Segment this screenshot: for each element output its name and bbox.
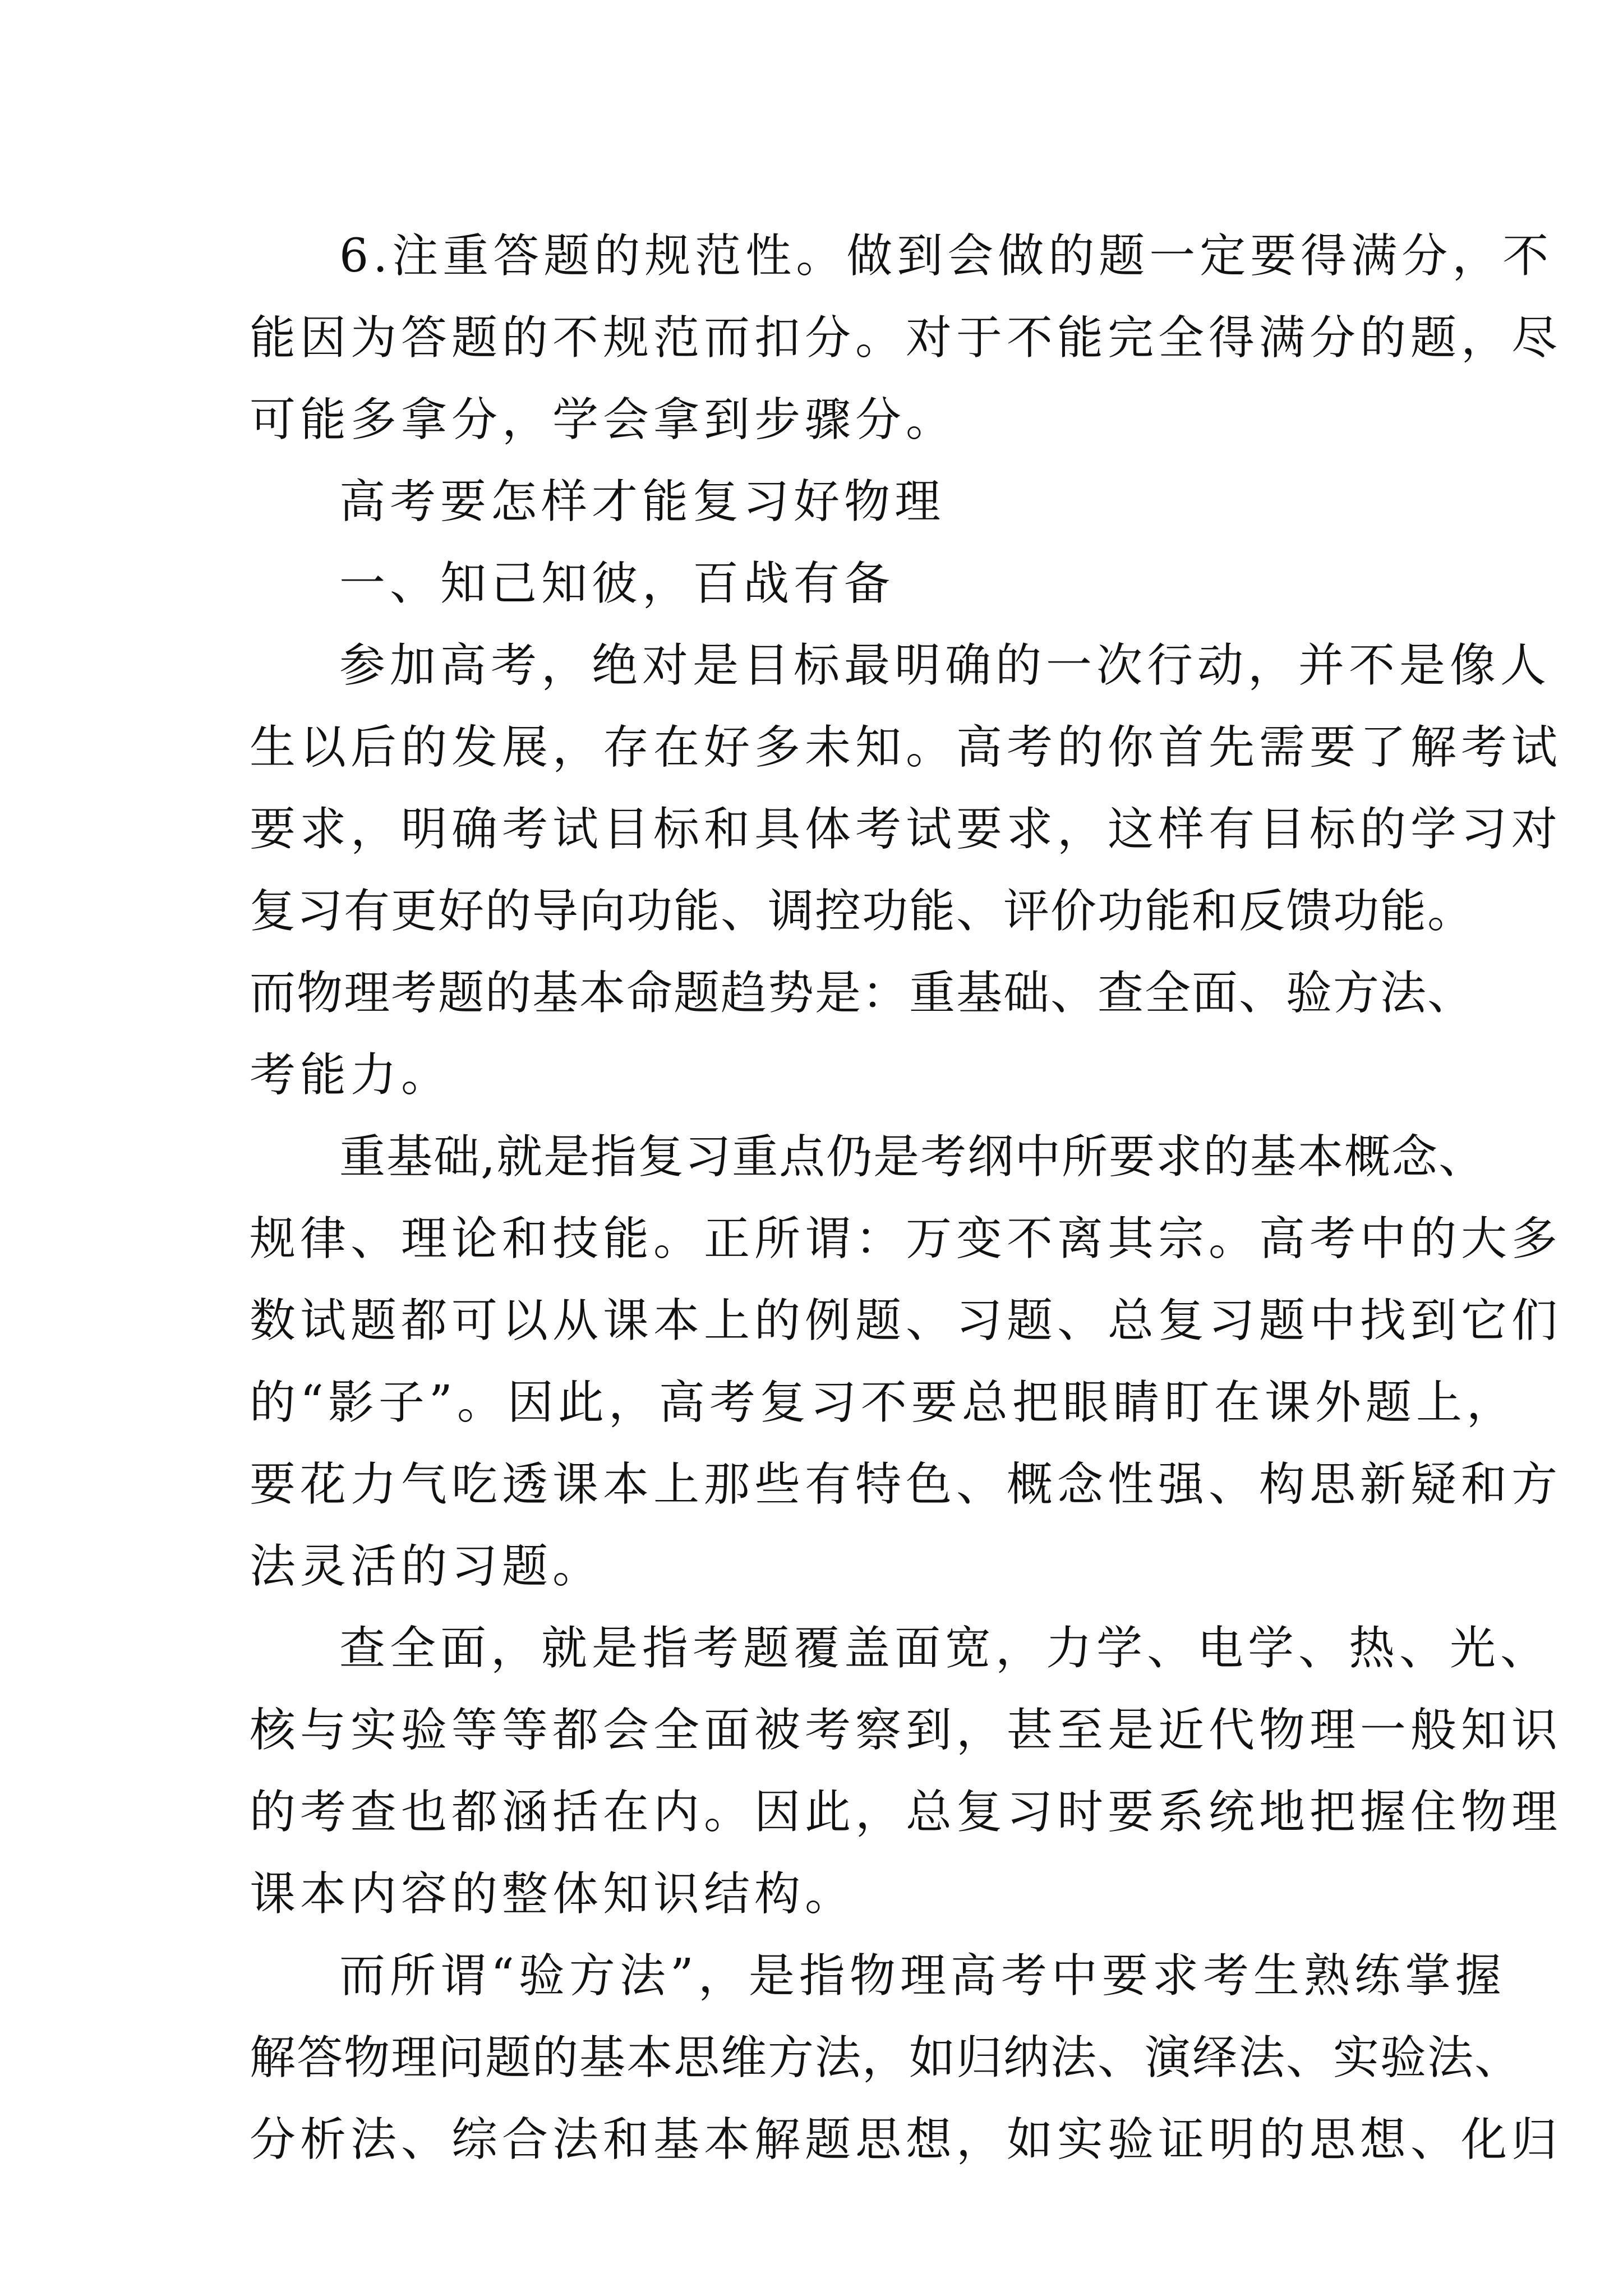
subsection-heading: 一、知己知彼，百战有备 <box>339 557 895 610</box>
paragraph-line: 复习有更好的导向功能、调控功能、评价功能和反馈功能。 <box>250 885 1475 938</box>
paragraph-line: 生以后的发展，存在好多未知。高考的你首先需要了解考试 <box>250 721 1562 774</box>
paragraph-line: 6.注重答题的规范性。做到会做的题一定要得满分，不 <box>339 229 1553 283</box>
paragraph-line: 规律、理论和技能。正所谓：万变不离其宗。高考中的大多 <box>250 1212 1562 1266</box>
paragraph-line: 参加高考，绝对是目标最明确的一次行动，并不是像人 <box>339 639 1551 692</box>
paragraph-line: 考能力。 <box>250 1048 452 1102</box>
paragraph-line: 要求，明确考试目标和具体考试要求，这样有目标的学习对 <box>250 803 1562 856</box>
document-body <box>250 215 1562 2181</box>
paragraph-line: 的“影子”。因此，高考复习不要总把眼睛盯在课外题上， <box>250 1376 1517 1429</box>
paragraph-line: 而物理考题的基本命题趋势是：重基础、查全面、验方法、 <box>250 967 1475 1020</box>
paragraph-line: 而所谓“验方法”，是指物理高考中要求考生熟练掌握 <box>339 1949 1506 2003</box>
paragraph-line: 的考查也都涵括在内。因此，总复习时要系统地把握住物理 <box>250 1786 1562 1839</box>
paragraph-line: 能因为答题的不规范而扣分。对于不能完全得满分的题，尽 <box>250 311 1562 365</box>
paragraph-line: 法灵活的习题。 <box>250 1540 603 1593</box>
paragraph-line: 解答物理问题的基本思维方法，如归纳法、演绎法、实验法、 <box>250 2031 1522 2085</box>
paragraph-line: 查全面，就是指考题覆盖面宽，力学、电学、热、光、 <box>339 1622 1551 1675</box>
paragraph-line: 重基础,就是指复习重点仍是考纲中所要求的基本概念、 <box>339 1130 1486 1184</box>
paragraph-line: 要花力气吃透课本上那些有特色、概念性强、构思新疑和方 <box>250 1458 1562 1511</box>
paragraph-line: 数试题都可以从课本上的例题、习题、总复习题中找到它们 <box>250 1294 1562 1347</box>
section-heading: 高考要怎样才能复习好物理 <box>339 475 946 528</box>
paragraph-line: 课本内容的整体知识结构。 <box>250 1867 856 1921</box>
paragraph-line: 核与实验等等都会全面被考察到，甚至是近代物理一般知识 <box>250 1704 1562 1757</box>
paragraph-line: 可能多拿分，学会拿到步骤分。 <box>250 393 957 447</box>
paragraph-line: 分析法、综合法和基本解题思想，如实验证明的思想、化归 <box>250 2113 1562 2166</box>
